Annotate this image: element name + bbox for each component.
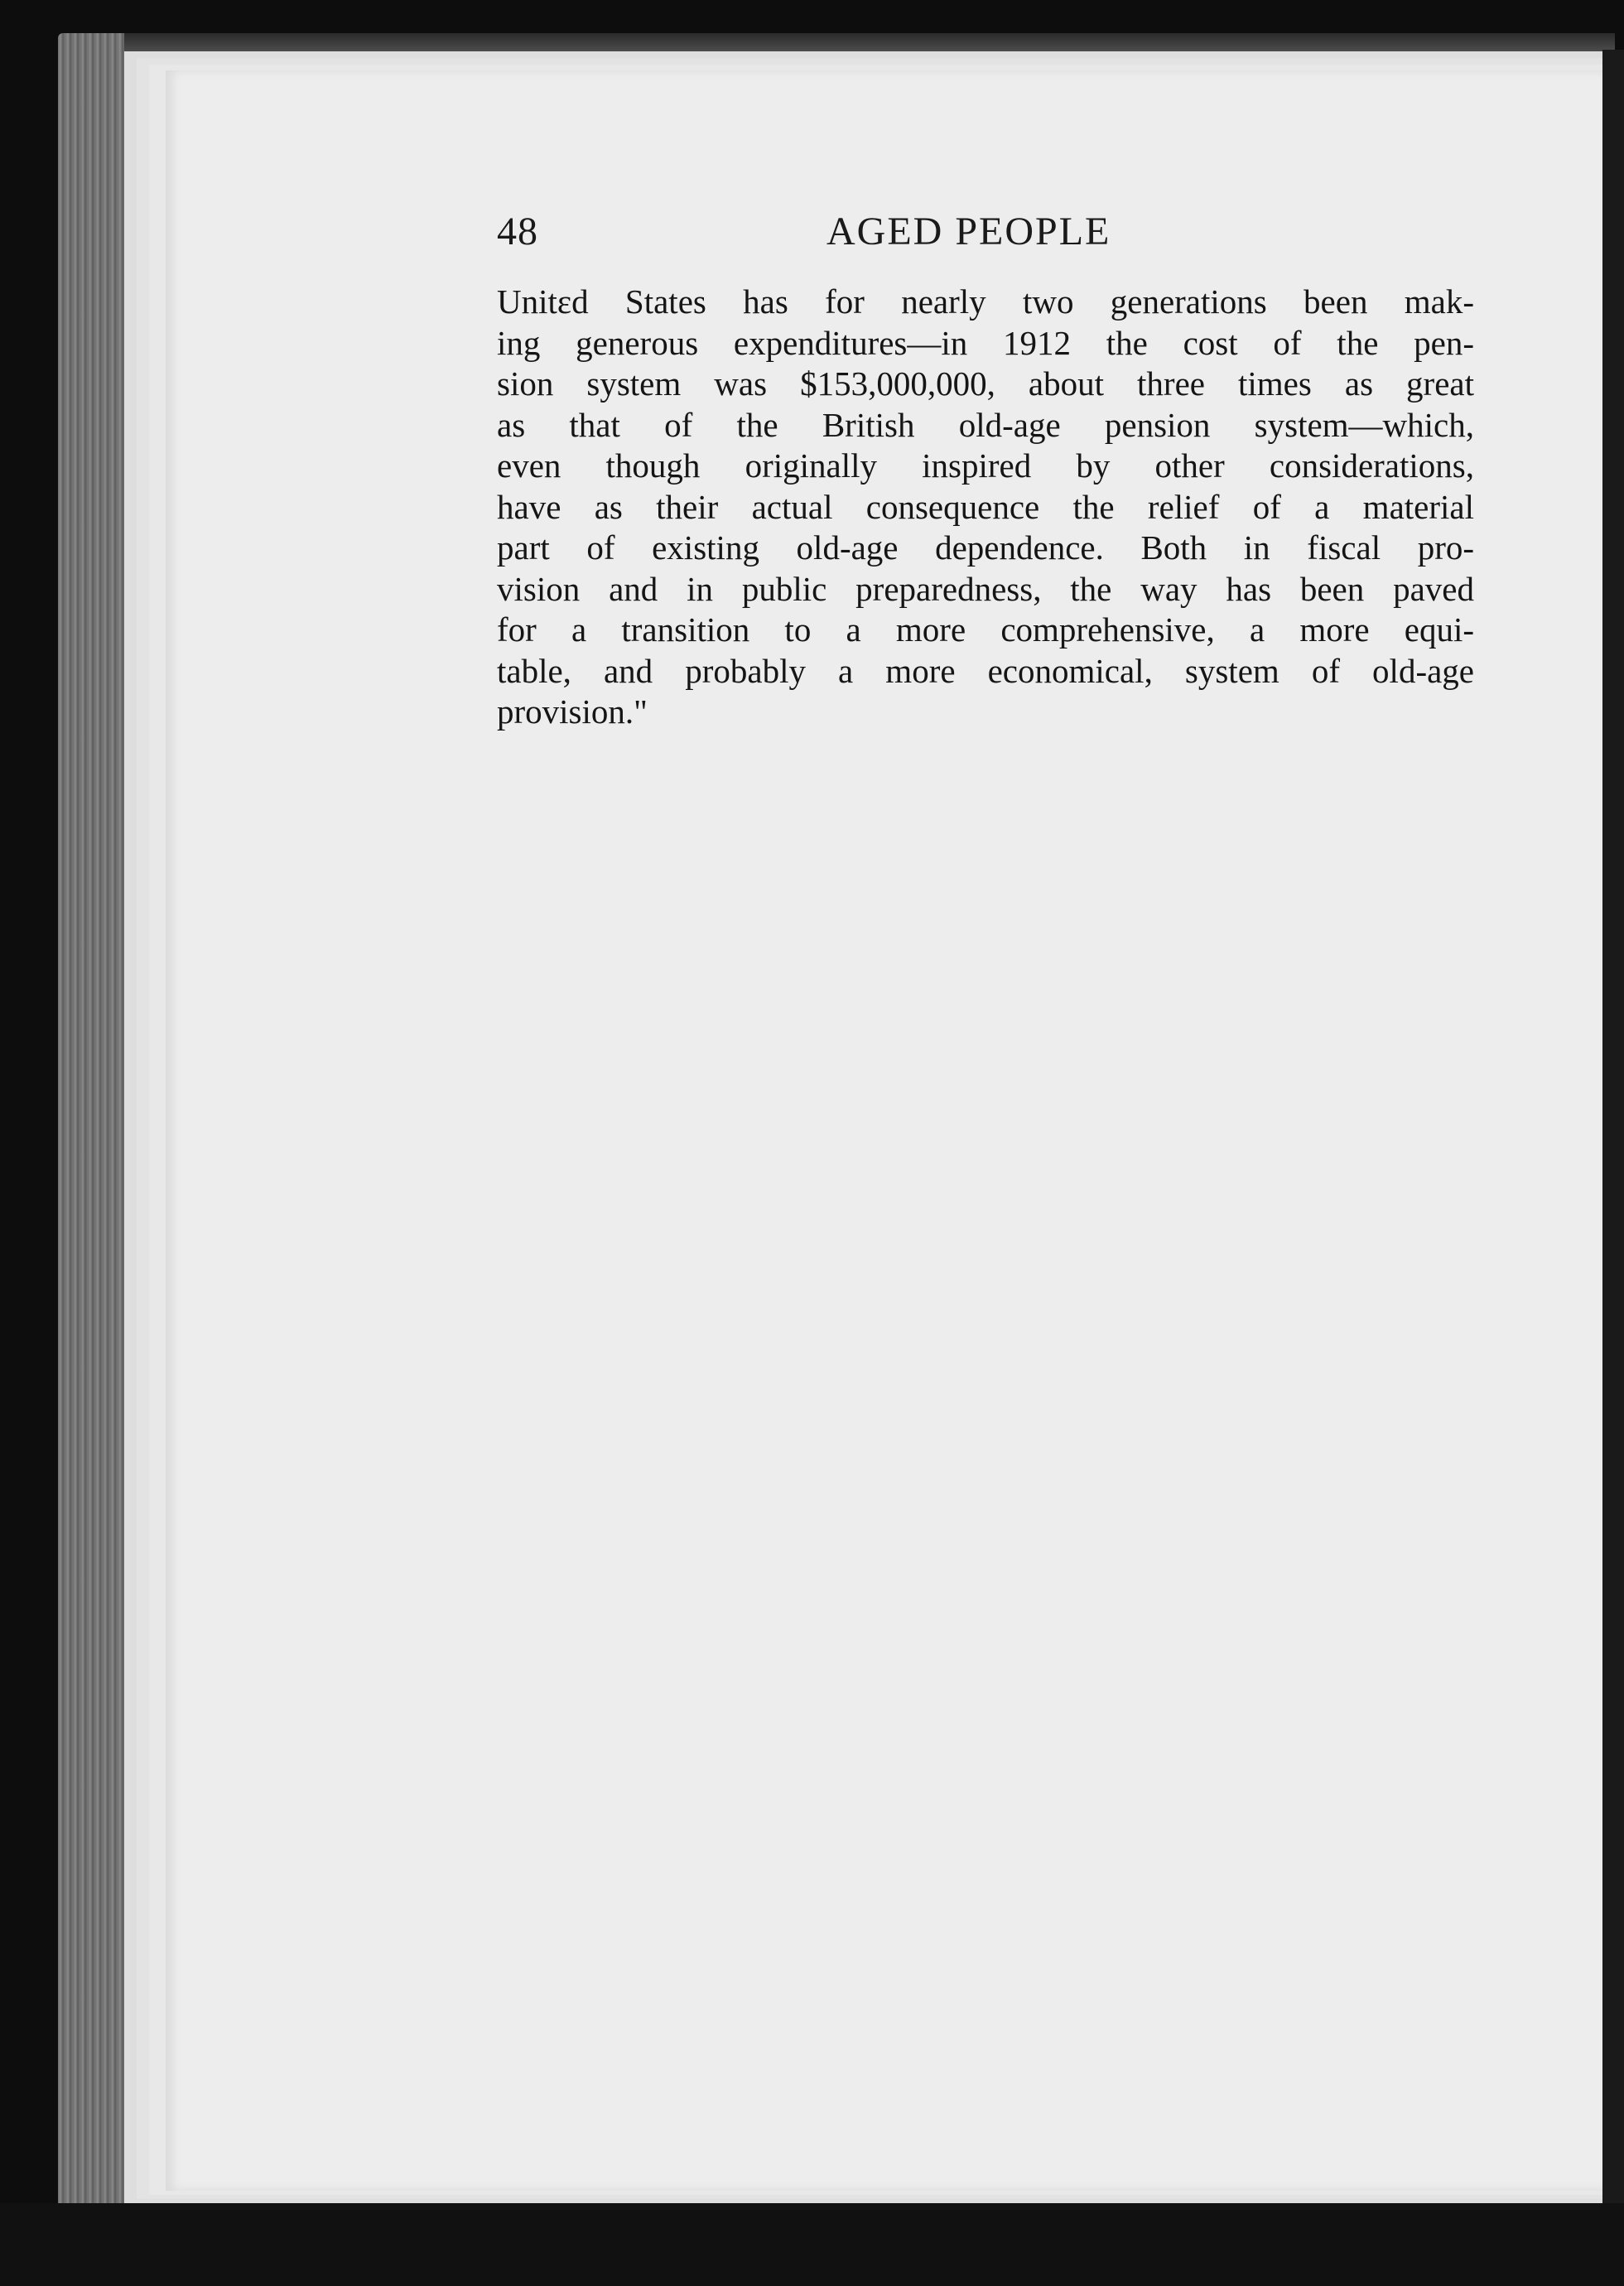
running-head xyxy=(497,209,1474,275)
text-line: part of existing old-age dependence. Both in fiscal pro- xyxy=(497,528,1474,567)
text-line: provision." xyxy=(497,692,648,731)
text-line: even though originally inspired by other considerations, xyxy=(497,446,1474,485)
text-line: as that of the British old-age pension system—which, xyxy=(497,405,1474,444)
text-line: sion system was $153,000,000, about three times as great xyxy=(497,364,1474,403)
body-paragraph xyxy=(497,282,1474,733)
page-number: 48 xyxy=(497,210,538,253)
bottom-shadow xyxy=(0,2203,1624,2286)
right-shadow xyxy=(1602,50,1624,2220)
text-line: vision and in public preparedness, the way has been paved xyxy=(497,569,1474,608)
text-line: table, and probably a more economical, system of old-age xyxy=(497,651,1474,690)
running-head-title: AGED PEOPLE xyxy=(826,210,1111,253)
text-line: Unitɛd States has for nearly two generations been mak- xyxy=(497,282,1474,321)
text-line: have as their actual consequence the relief of a material xyxy=(497,487,1474,526)
text-line: for a transition to a more comprehensive, a more equi- xyxy=(497,610,1474,649)
text-line: ing generous expenditures—in 1912 the cost of the pen- xyxy=(497,323,1474,362)
